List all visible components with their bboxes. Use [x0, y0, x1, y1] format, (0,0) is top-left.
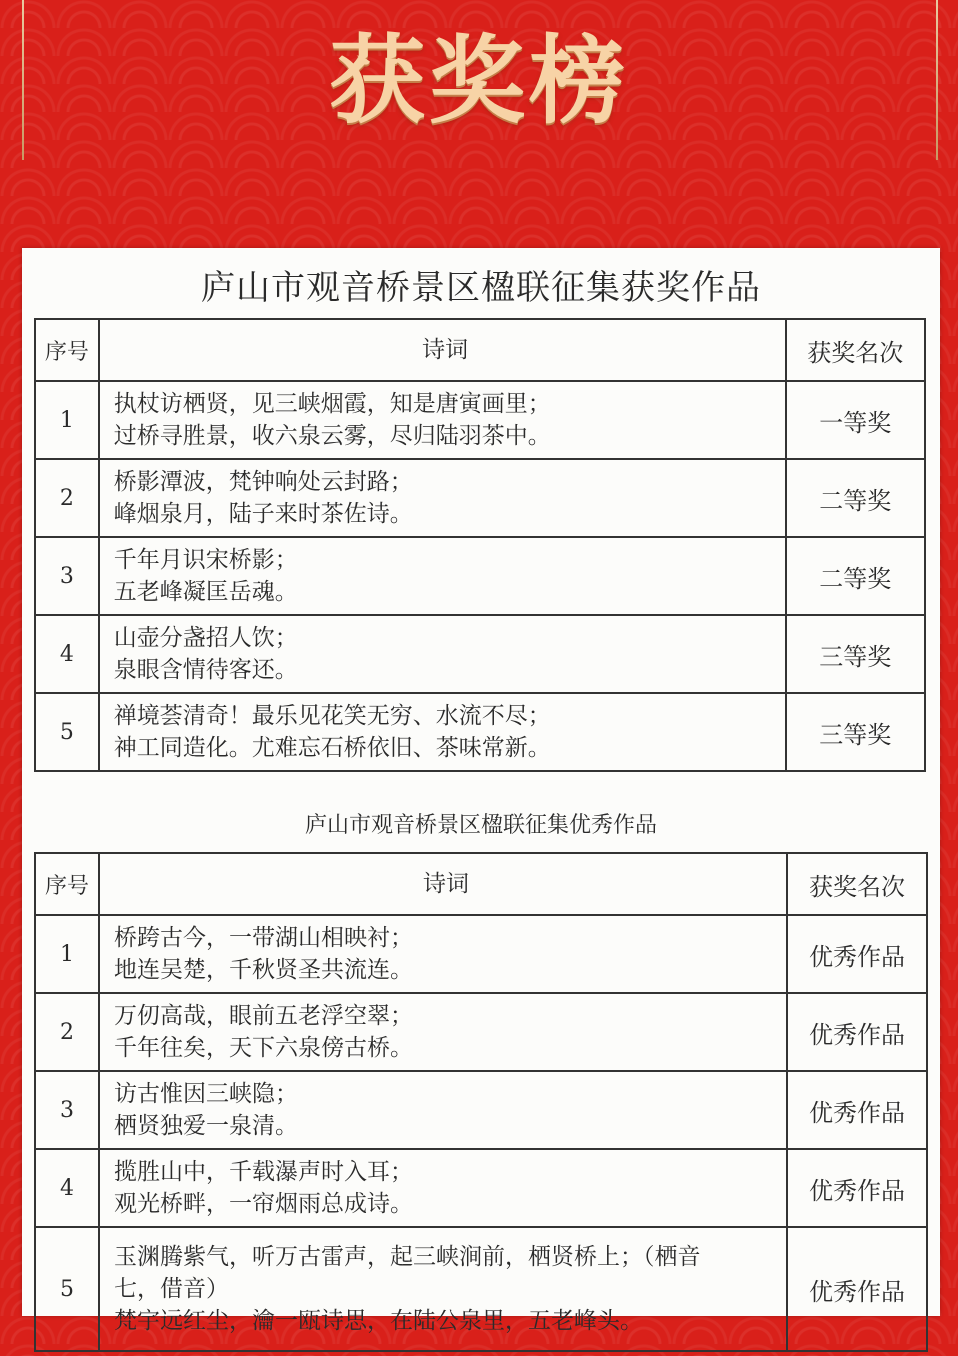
- table-row: [35, 993, 927, 1071]
- row-no: 1: [35, 381, 99, 459]
- poem-line: 山壶分盏招人饮；: [113, 625, 298, 651]
- poem-line: 桥影潭波，梵钟响处云封路；: [113, 469, 413, 495]
- excellent-table: [34, 852, 928, 1352]
- poem-line: 七，借音）: [114, 1276, 229, 1302]
- poem-line: 过桥寻胜景，收六泉云雾，尽归陆羽茶中。: [113, 423, 551, 449]
- header-rank: 获奖名次: [787, 853, 927, 915]
- row-no: 2: [35, 993, 99, 1071]
- row-rank: 优秀作品: [787, 915, 927, 993]
- row-poem: [99, 459, 786, 537]
- table-row: [35, 1227, 927, 1351]
- row-no: 3: [35, 1071, 99, 1149]
- row-rank: 三等奖: [786, 693, 925, 771]
- header-poem: 诗词: [99, 319, 786, 381]
- row-no: 5: [35, 1227, 99, 1351]
- poem-line: 神工同造化。尤难忘石桥依旧、茶味常新。: [113, 735, 551, 761]
- poem-line: 峰烟泉月，陆子来时茶佐诗。: [113, 501, 413, 527]
- award-section-title: 庐山市观音桥景区楹联征集获奖作品: [201, 268, 761, 308]
- row-poem: [99, 915, 787, 993]
- poem-line: 五老峰凝匡岳魂。: [113, 579, 298, 605]
- poem-line: 梵宇远红尘，瀹一瓯诗思，在陆公泉里，五老峰头。: [114, 1308, 643, 1334]
- header-poem: 诗词: [99, 853, 787, 915]
- document-sheet: [22, 248, 940, 1334]
- poem-line: 地连吴楚，千秋贤圣共流连。: [114, 957, 413, 983]
- row-poem: [99, 993, 787, 1071]
- row-poem: [99, 1071, 787, 1149]
- row-poem: [99, 1227, 787, 1351]
- poem-line: 观光桥畔，一帘烟雨总成诗。: [114, 1191, 413, 1217]
- row-no: 4: [35, 615, 99, 693]
- excellent-section-title: 庐山市观音桥景区楹联征集优秀作品: [304, 813, 657, 838]
- table-header-row: [35, 853, 927, 915]
- poem-line: 揽胜山中，千载瀑声时入耳；: [114, 1159, 413, 1185]
- row-rank: 优秀作品: [787, 993, 927, 1071]
- row-rank: 优秀作品: [787, 1071, 927, 1149]
- table-row: [35, 537, 925, 615]
- poem-line: 执杖访栖贤，见三峡烟霞，知是唐寅画里；: [113, 391, 551, 417]
- row-poem: [99, 615, 786, 693]
- table-header-row: [35, 319, 925, 381]
- row-rank: 优秀作品: [787, 1227, 927, 1351]
- row-rank: 三等奖: [786, 615, 925, 693]
- poem-line: 桥跨古今，一带湖山相映衬；: [114, 925, 413, 951]
- table-row: [35, 693, 925, 771]
- poem-line: 访古惟因三峡隐；: [114, 1081, 298, 1107]
- row-no: 5: [35, 693, 99, 771]
- poem-line: 千年往矣，天下六泉傍古桥。: [114, 1035, 413, 1061]
- table-row: [35, 1149, 927, 1227]
- poem-line: 万仞高哉，眼前五老浮空翠；: [114, 1003, 413, 1029]
- row-poem: [99, 537, 786, 615]
- banner-title: 获奖榜: [329, 25, 629, 137]
- header-no: 序号: [35, 853, 99, 915]
- header-no: 序号: [35, 319, 99, 381]
- row-poem: [99, 381, 786, 459]
- poem-line: 泉眼含情待客还。: [113, 657, 298, 683]
- row-poem: [99, 1149, 787, 1227]
- table-row: [35, 381, 925, 459]
- row-rank: 二等奖: [786, 459, 925, 537]
- row-no: 3: [35, 537, 99, 615]
- row-poem: [99, 693, 786, 771]
- header-rank: 获奖名次: [786, 319, 925, 381]
- row-rank: 优秀作品: [787, 1149, 927, 1227]
- table-row: [35, 915, 927, 993]
- row-no: 4: [35, 1149, 99, 1227]
- table-row: [35, 459, 925, 537]
- table-row: [35, 1071, 927, 1149]
- poem-line: 栖贤独爱一泉清。: [114, 1113, 298, 1139]
- award-table: [34, 318, 926, 772]
- poem-line: 禅境荟清奇！最乐见花笑无穷、水流不尽；: [113, 703, 551, 729]
- row-rank: 二等奖: [786, 537, 925, 615]
- poem-line: 千年月识宋桥影；: [113, 547, 298, 573]
- table-row: [35, 615, 925, 693]
- row-rank: 一等奖: [786, 381, 925, 459]
- row-no: 1: [35, 915, 99, 993]
- poem-line: 玉渊腾紫气，听万古雷声，起三峡涧前，栖贤桥上；（栖音: [114, 1244, 701, 1270]
- row-no: 2: [35, 459, 99, 537]
